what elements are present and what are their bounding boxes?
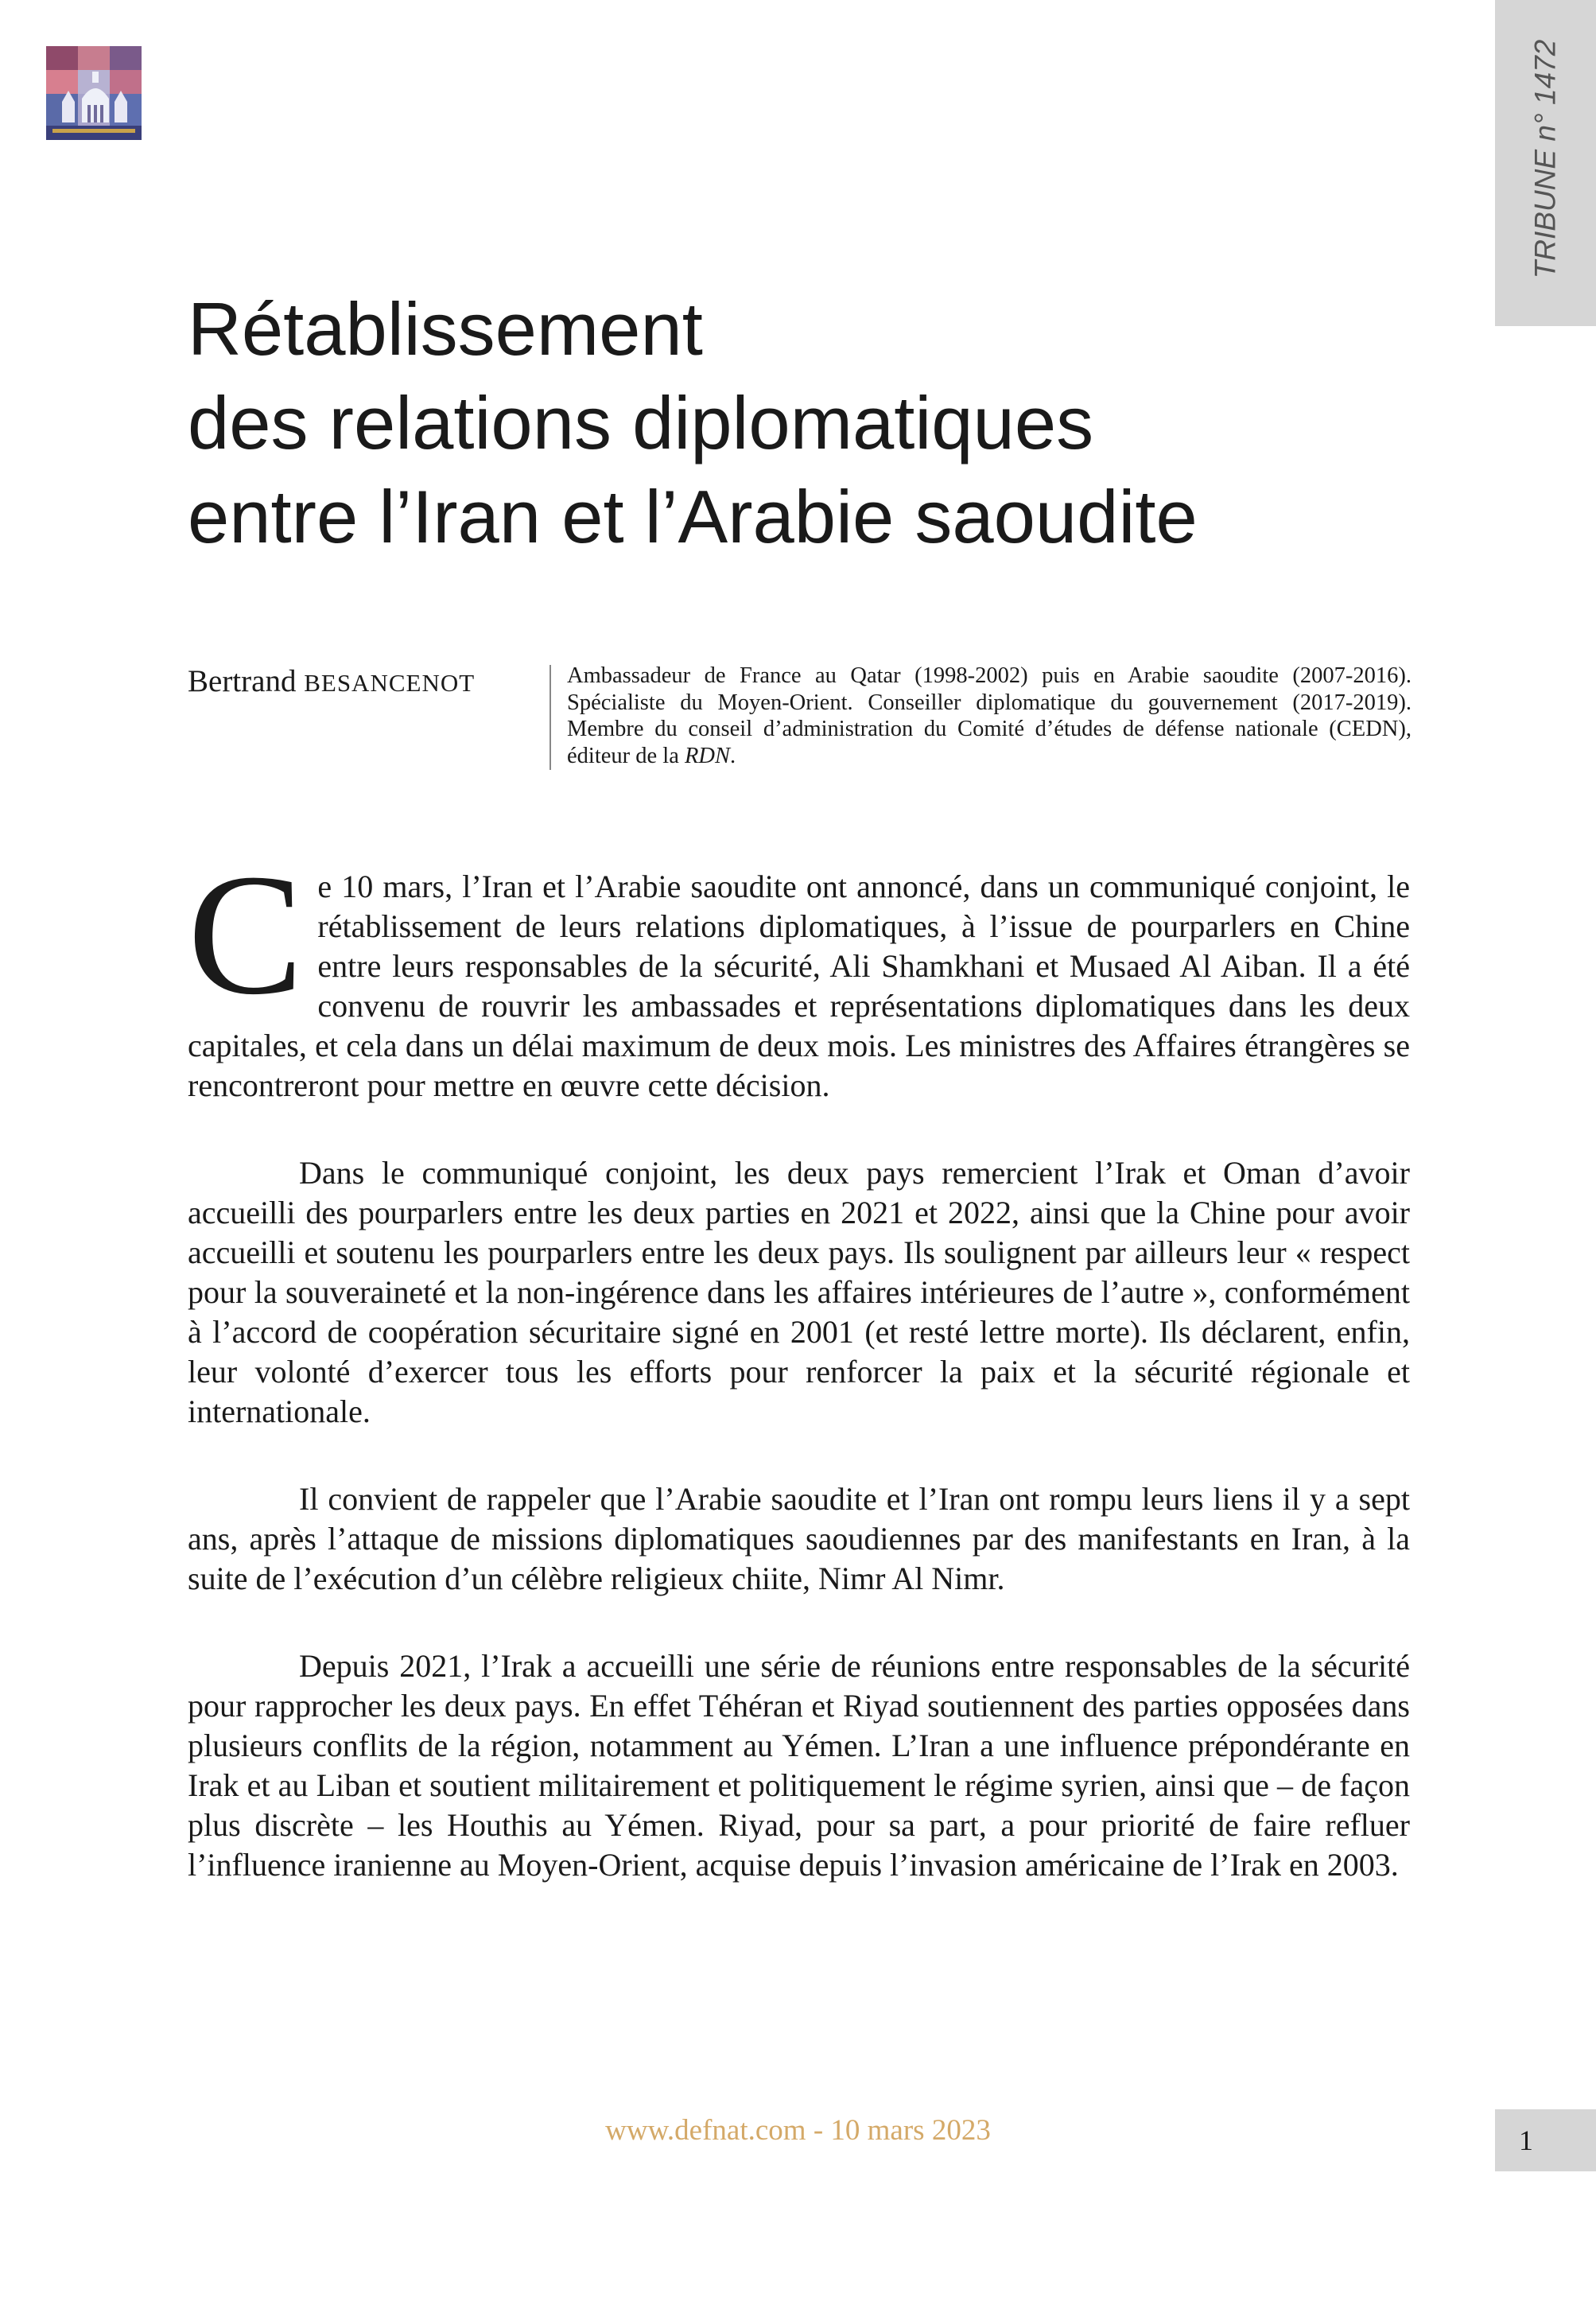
bio-divider bbox=[549, 665, 551, 770]
paragraph-2: Dans le communiqué conjoint, les deux pays remercient l’Irak et Oman d’avoir accueilli des pourparlers entre les deux parties en 2021 et 2022, ainsi que la Chine pour avoir accueilli et soutenu les pourparlers entre les deux pays. Ils soulignent par ailleurs leur « respect pour la souveraineté et la non-ingérence dans les affaires intérieures de l’autre », conformément à l’accord de coopération sécuritaire signé en 2001 (et resté lettre morte). Ils déclarent, enfin, leur volonté d’exercer tous les efforts pour renforcer la paix et la sécurité régionale et internationale. bbox=[188, 1155, 1410, 1429]
tribune-number: TRIBUNE n° 1472 bbox=[1528, 39, 1562, 279]
paragraph-3: Il convient de rappeler que l’Arabie saoudite et l’Iran ont rompu leurs liens il y a sept ans, après l’attaque de missions diplomatiques saoudiennes par des manifestants en Iran, à la suite de l’exécution d’un célèbre religieux chiite, Nimr Al Nimr. bbox=[188, 1481, 1410, 1596]
author-bio-text: Ambassadeur de France au Qatar (1998-2002) puis en Arabie saoudite (2007-2016). Spécialiste du Moyen-Orient. Conseiller diplomatique du gouvernement (2017-2019). Membre du conseil d’administration du Comité d’études de défense nationale (CEDN), éditeur de la bbox=[567, 663, 1412, 768]
page-number: 1 bbox=[1495, 2109, 1596, 2171]
author-last-name: BESANCENOT bbox=[304, 669, 476, 697]
author-bio-italic: RDN bbox=[684, 743, 730, 768]
author-bio bbox=[567, 663, 1412, 769]
title-line-2: des relations diplomatiques bbox=[188, 381, 1094, 464]
author-bio-end: . bbox=[729, 743, 736, 768]
paragraph-4: Depuis 2021, l’Irak a accueilli une série de réunions entre responsables de la sécurité pour rapprocher les deux pays. En effet Téhéran et Riyad soutiennent des parties opposées dans plusieurs conflits de la région, notamment au Yémen. L’Iran a une influence prépondérante en Irak et au Liban et soutient militairement et politiquement le régime syrien, ainsi que – de façon plus discrète – les Houthis au Yémen. Riyad, pour sa part, a pour priorité de faire refluer l’influence iranienne au Moyen-Orient, acquise depuis l’invasion américaine de l’Irak en 2003. bbox=[188, 1648, 1410, 1883]
author-name bbox=[188, 663, 475, 699]
tribune-tab-label-wrap bbox=[1500, 0, 1591, 318]
paragraph-1-text: e 10 mars, l’Iran et l’Arabie saoudite ont annoncé, dans un communiqué conjoint, le rétablissement de leurs relations diplomatiques, à l’issue de pourparlers en Chine entre leurs responsables de la sécurité, Ali Shamkhani et Musaed Al Aiban. Il a été convenu de rouvrir les ambassades et représentations diplomatiques dans les deux capitales, et cela dans un délai maximum de deux mois. Les ministres des Affaires étrangères se rencontreront pour mettre en œuvre cette décision. bbox=[188, 869, 1410, 1103]
logo-icon bbox=[46, 46, 142, 140]
article-body bbox=[188, 839, 1410, 1933]
footer-url-date: www.defnat.com - 10 mars 2023 bbox=[605, 2114, 991, 2147]
title-line-1: Rétablissement bbox=[188, 287, 703, 371]
title-line-3: entre l’Iran et l’Arabie saoudite bbox=[188, 475, 1198, 558]
drop-cap: C bbox=[188, 839, 304, 1031]
article-title bbox=[188, 282, 1428, 564]
author-first-name: Bertrand bbox=[188, 664, 297, 698]
paragraph-1 bbox=[188, 839, 1410, 1106]
